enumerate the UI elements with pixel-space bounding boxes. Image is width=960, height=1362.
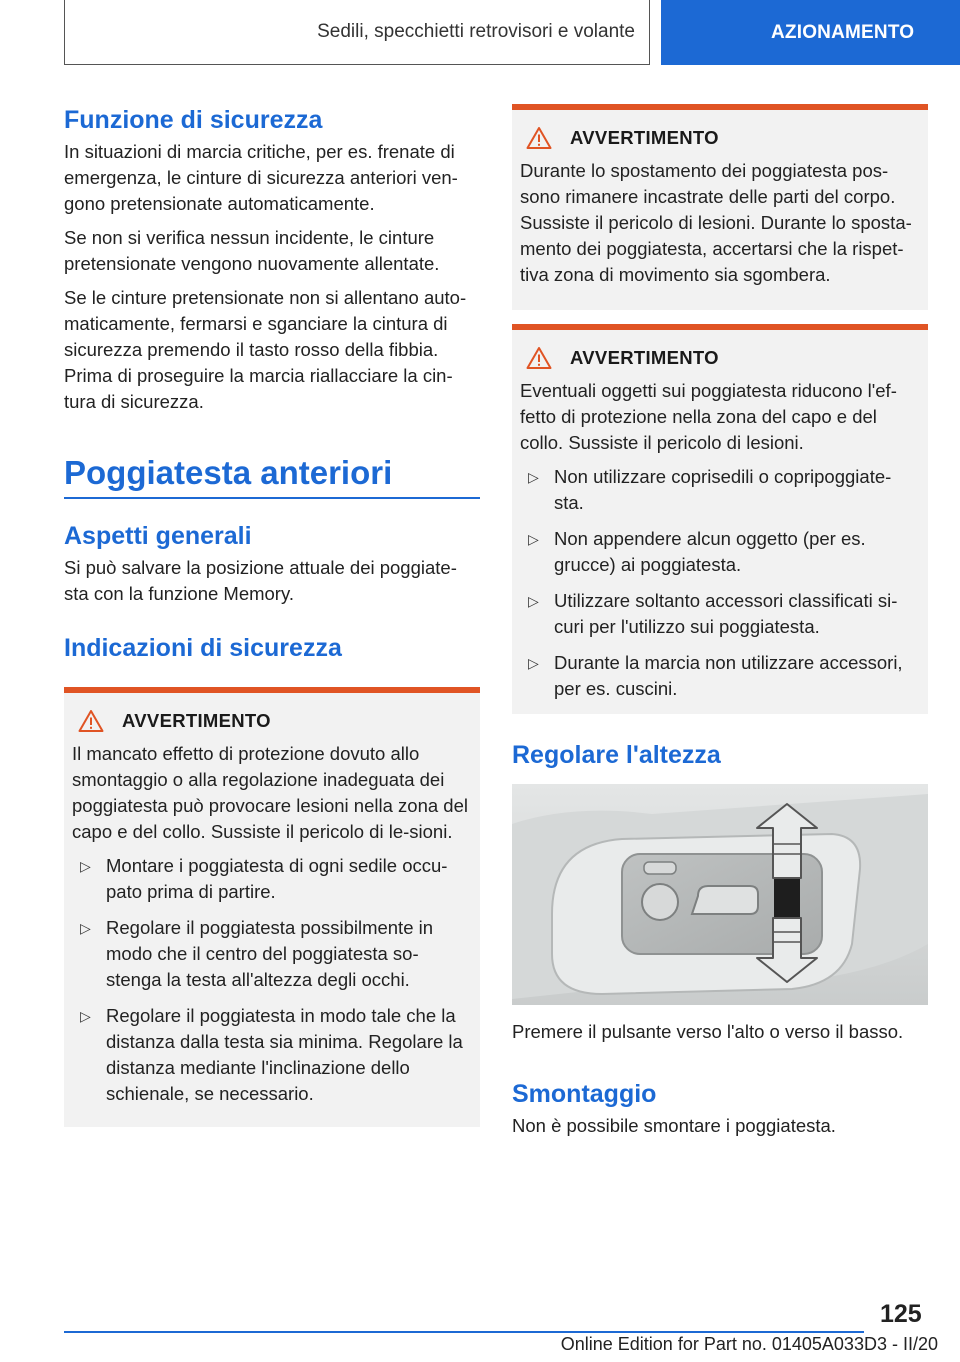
chapter-tab [661,0,960,65]
list-item: ▷ Non appendere alcun oggetto (per es. grucce) ai poggiatesta. [528,528,866,575]
general-heading: Aspetti generali [64,522,252,550]
page-number: 125 [880,1300,922,1328]
footer-rule [64,1331,864,1333]
warning-title [72,707,472,735]
height-heading: Regolare l'altezza [512,741,721,769]
warning-box-right-2 [512,324,928,714]
warning-list [72,853,472,1107]
list-item: ▷ Durante la marcia non utilizzare accessori, per es. cuscini. [528,652,903,699]
list-item: ▷ Montare i poggiatesta di ogni sedile occu-pato prima di partire. [80,855,448,902]
general-text: Si può salvare la posizione attuale dei poggiate-sta con la funzione Memory. [64,557,457,604]
warning-title [520,344,920,372]
warning-list [520,464,920,702]
section-title: Sedili, specchietti retrovisori e volante [317,21,635,42]
warning-label: AVVERTIMENTO [122,710,271,731]
warning-label: AVVERTIMENTO [570,127,719,148]
left-column [64,100,480,1127]
warning-title [520,124,920,152]
warning-text: Il mancato effetto di protezione dovuto allo smontaggio o alla regolazione inadeguata dei poggiatesta può provocare lesioni nella zona del capo e del collo. Sussiste il pericolo di le-sioni. [72,743,468,842]
triangle-bullet-icon: ▷ [80,858,91,874]
footer-edition: Online Edition for Part no. 01405A033D3 - II/20 [560,1334,938,1354]
triangle-bullet-icon: ▷ [528,593,539,609]
chapter-title: AZIONAMENTO [771,21,915,43]
safety-function-heading: Funzione di sicurezza [64,106,323,134]
warning-triangle-icon [526,126,552,150]
triangle-bullet-icon: ▷ [528,469,539,485]
triangle-bullet-icon: ▷ [80,1008,91,1024]
height-caption: Premere il pulsante verso l'alto o verso il basso. [512,1021,904,1042]
removal-heading: Smontaggio [512,1080,657,1108]
warning-box-left [64,687,480,1127]
warning-text: Eventuali oggetti sui poggiatesta riducono l'ef-fetto di protezione nella zona del capo e del collo. Sussiste il pericolo di lesioni. [520,380,897,453]
right-column [512,104,928,1139]
warning-box-right-1 [512,104,928,310]
warning-text: Durante lo spostamento dei poggiatesta pos-sono rimanere incastrate delle parti del corpo. Sussiste il pericolo di lesioni. Durante lo sposta-mento dei poggiatesta, accertarsi che la rispet-tiva zona di movimento sia sgombera. [520,160,912,285]
safety-function-p3: Se le cinture pretensionate non si allentano auto-maticamente, fermarsi e sganciare la cintura di sicurezza premendo il tasto rosso della fibbia. Prima di proseguire la marcia riallacciare la cin-tura di sicurezza. [64,287,467,412]
warning-triangle-icon [78,709,104,733]
chapter-rule [64,497,480,499]
warning-triangle-icon [526,346,552,370]
list-item: ▷ Utilizzare soltanto accessori classificati si-curi per l'utilizzo sui poggiatesta. [528,590,898,637]
safety-function-p1: In situazioni di marcia critiche, per es. frenate di emergenza, le cinture di sicurezza anteriori ven-gono pretensionate automaticamente. [64,141,458,214]
removal-text: Non è possibile smontare i poggiatesta. [512,1115,836,1136]
running-header-section [64,0,650,65]
seat-control-photo [512,784,928,1005]
safety-function-p2: Se non si verifica nessun incidente, le cinture pretensionate vengono nuovamente allentate. [64,227,440,274]
warning-label: AVVERTIMENTO [570,347,719,368]
list-item: ▷ Non utilizzare coprisedili o copripoggiate-sta. [528,466,892,513]
triangle-bullet-icon: ▷ [528,531,539,547]
seat-switch-illustration [512,784,928,1005]
triangle-bullet-icon: ▷ [80,920,91,936]
list-item: ▷ Regolare il poggiatesta in modo tale che la distanza dalla testa sia minima. Regolare la distanza mediante l'inclinazione dello schienale, se necessario. [80,1005,463,1104]
list-item: ▷ Regolare il poggiatesta possibilmente in modo che il centro del poggiatesta so-stenga la testa all'altezza degli occhi. [80,917,434,990]
safety-notes-heading: Indicazioni di sicurezza [64,634,342,662]
triangle-bullet-icon: ▷ [528,655,539,671]
chapter-heading: Poggiatesta anteriori [64,454,393,491]
